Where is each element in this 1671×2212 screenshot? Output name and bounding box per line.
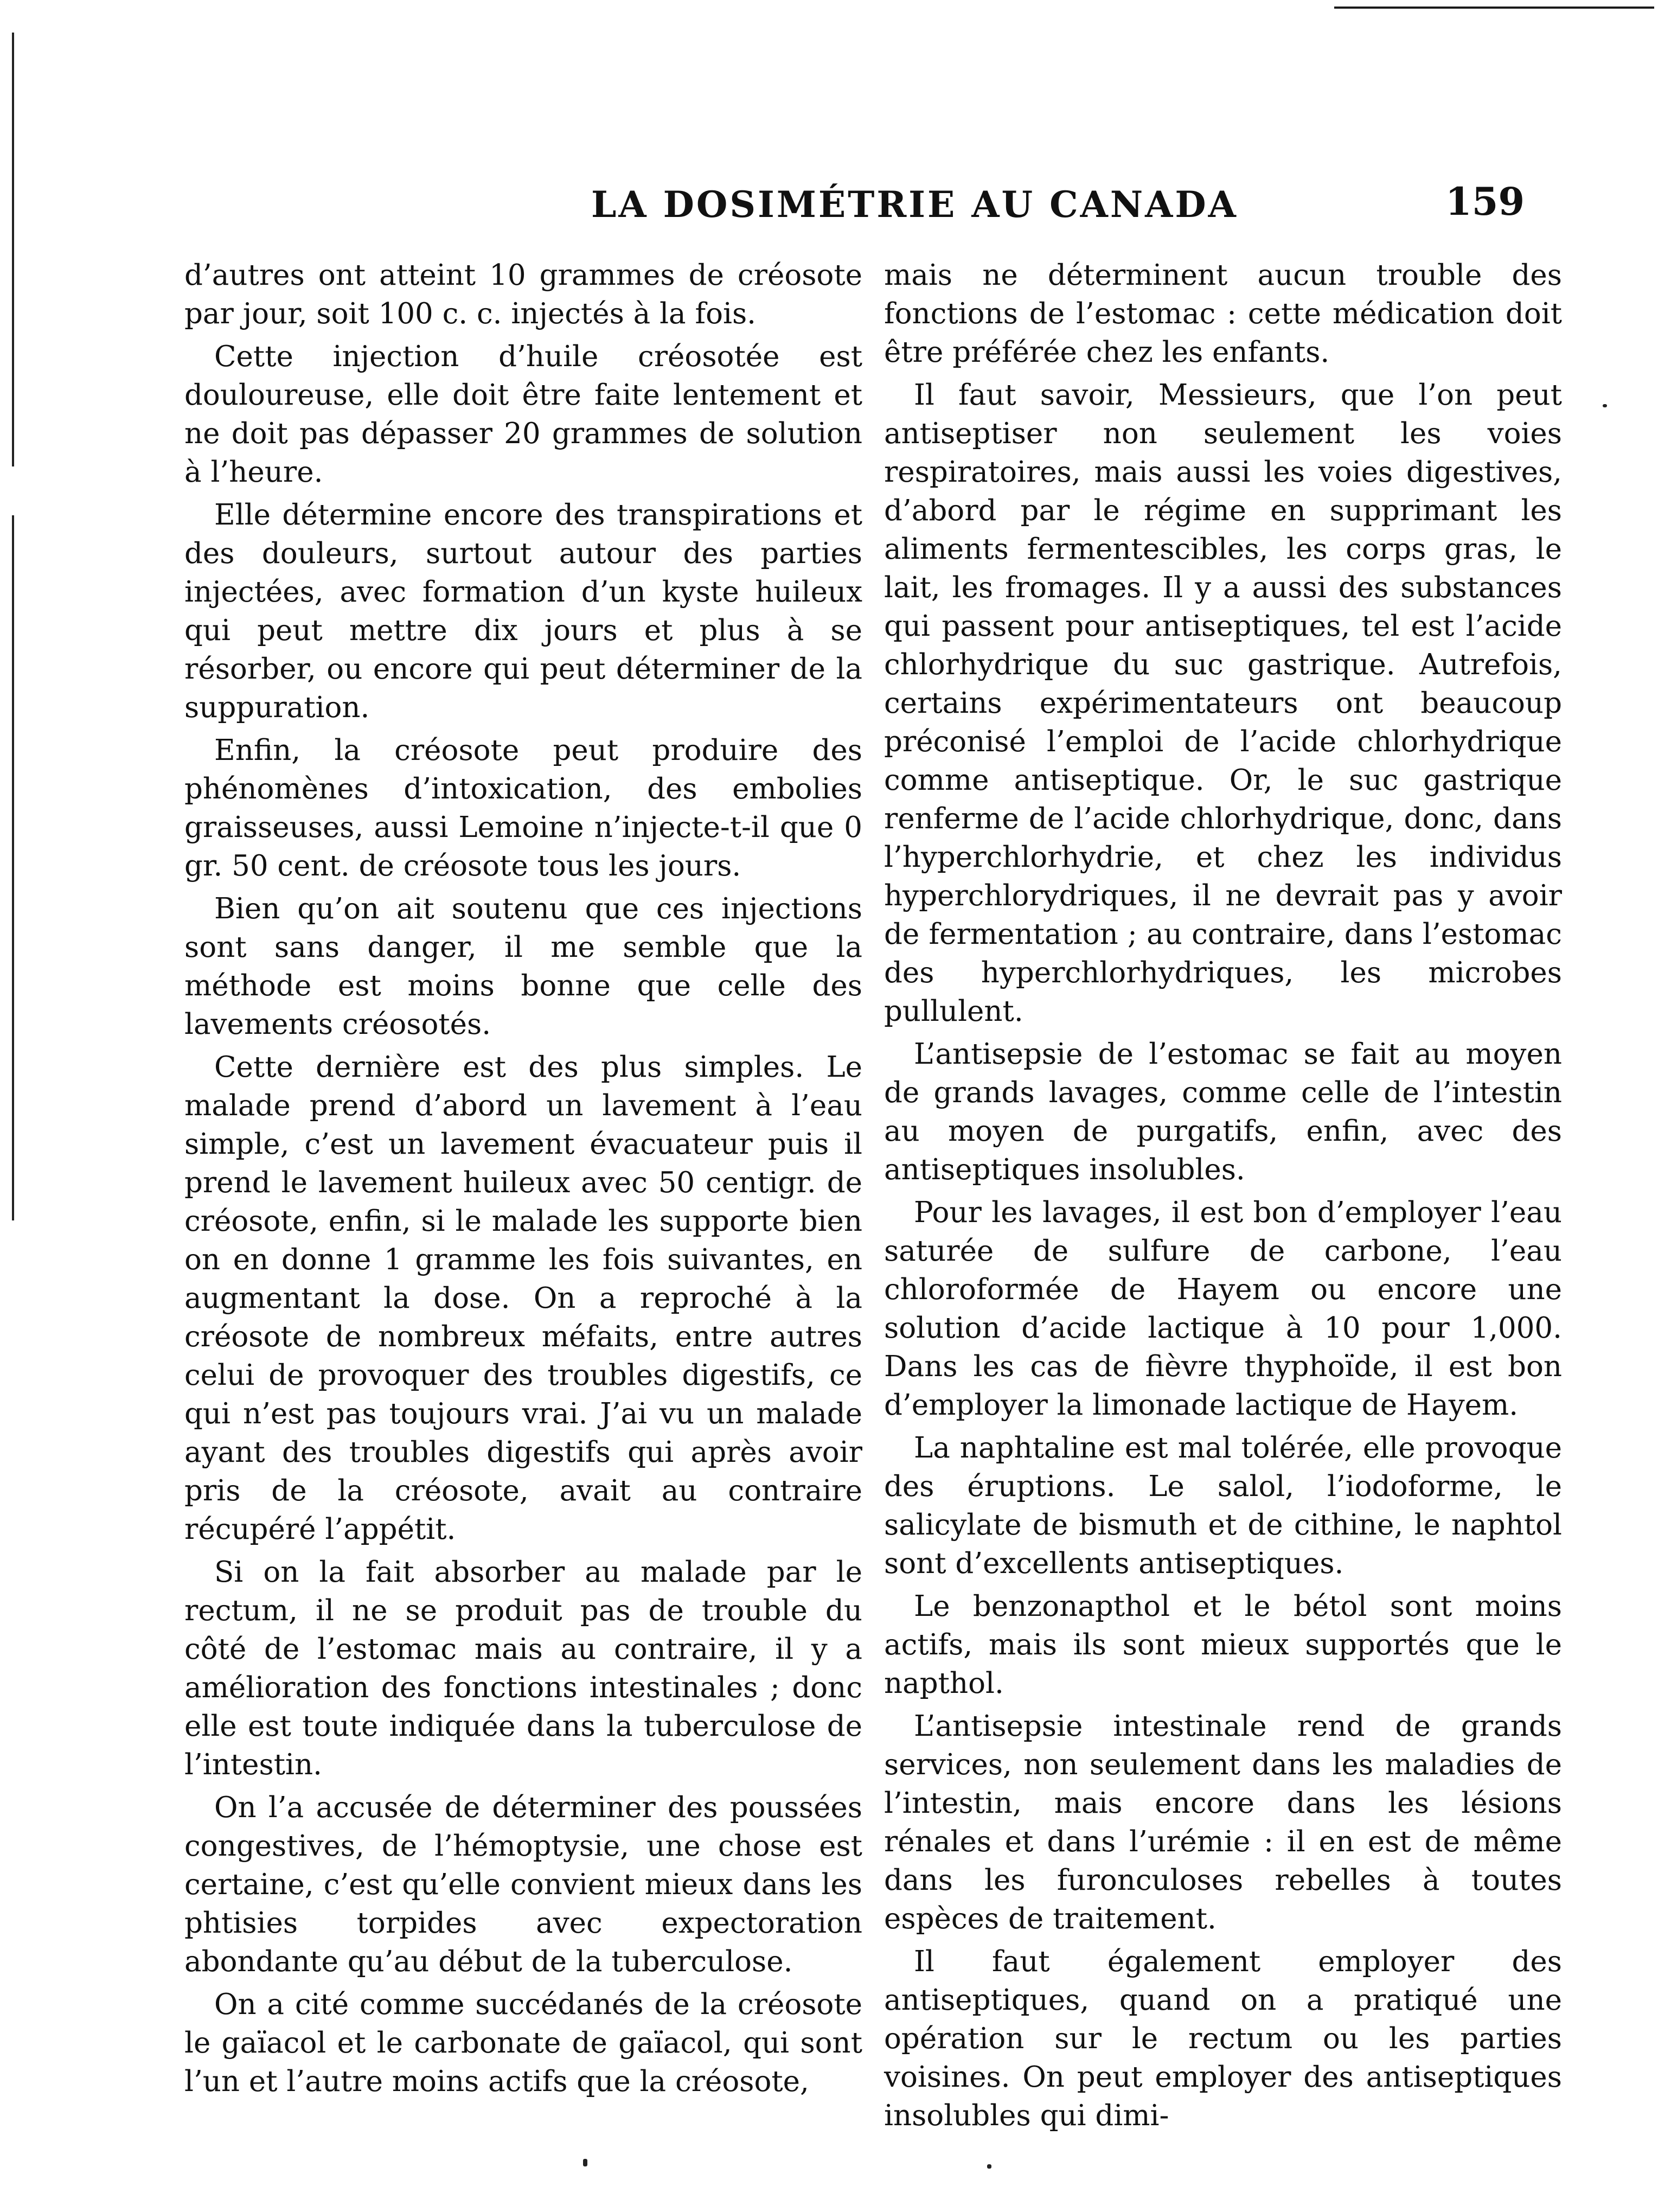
paragraph: Si on la fait absorber au malade par le rectum, il ne se produit pas de trouble du côté de l’estomac mais au contraire, il y a amélioration des fonctions intestinales ; donc elle est toute indiquée dans la tuberculose de l’intestin.: [184, 1556, 862, 1781]
paragraph: Le benzonapthol et le bétol sont moins actifs, mais ils sont mieux supportés que le napthol.: [884, 1590, 1562, 1700]
left-margin-rule: [12, 33, 14, 466]
right-column: [884, 256, 1562, 2139]
page-number: 159: [1445, 179, 1525, 224]
paragraph: mais ne déterminent aucun trouble des fonctions de l’estomac : cette médication doit être préférée chez les enfants.: [884, 259, 1562, 369]
paragraph: Il faut également employer des antiseptiques, quand on a pratiqué une opération sur le rectum ou les parties voisines. On peut employer des antiseptiques insolubles qui dimi-: [884, 1945, 1562, 2132]
left-margin-rule: [12, 515, 14, 1220]
print-speck: [1603, 404, 1607, 407]
paragraph: Pour les lavages, il est bon d’employer l’eau saturée de sulfure de carbone, l’eau chloroformée de Hayem ou encore une solution d’acide lactique à 10 pour 1,000. Dans les cas de fièvre thyphoïde, il est bon d’employer la limonade lactique de Hayem.: [884, 1196, 1562, 1422]
left-column: [184, 256, 862, 2105]
paragraph: L’antisepsie intestinale rend de grands services, non seulement dans les maladies de l’intestin, mais encore dans les lésions rénales et dans l’urémie : il en est de même dans les furonculoses rebelles à toutes espèces de traitement.: [884, 1710, 1562, 1935]
paragraph: On l’a accusée de déterminer des poussées congestives, de l’hémoptysie, une chose est certaine, c’est qu’elle convient mieux dans les phtisies torpides avec expectoration abondante qu’au début de la tuberculose.: [184, 1791, 862, 1978]
print-speck: [987, 2164, 991, 2169]
paragraph: Il faut savoir, Messieurs, que l’on peut antiseptiser non seulement les voies respiratoires, mais aussi les voies digestives, d’abord par le régime en supprimant les aliments fermentescibles, les corps gras, le lait, les fromages. Il y a aussi des substances qui passent pour antiseptiques, tel est l’acide chlorhydrique du suc gastrique. Autrefois, certains expérimentateurs ont beaucoup préconisé l’emploi de l’acide chlorhydrique comme antiseptique. Or, le suc gastrique renferme de l’acide chlorhydrique, donc, dans l’hyperchlorhydrie, et chez les individus hyperchlorydriques, il ne devrait pas y avoir de fermentation ; au contraire, dans l’estomac des hyperchlorhydriques, les microbes pullulent.: [884, 379, 1562, 1028]
paragraph: Enfin, la créosote peut produire des phénomènes d’intoxication, des embolies graisseuses, aussi Lemoine n’injecte-t-il que 0 gr. 50 cent. de créosote tous les jours.: [184, 734, 862, 883]
paragraph: La naphtaline est mal tolérée, elle provoque des éruptions. Le salol, l’iodoforme, le salicylate de bismuth et de cithine, le naphtol sont d’excellents antiseptiques.: [884, 1431, 1562, 1580]
paragraph: L’antisepsie de l’estomac se fait au moyen de grands lavages, comme celle de l’intestin au moyen de purgatifs, enfin, avec des antiseptiques insolubles.: [884, 1038, 1562, 1186]
paragraph: d’autres ont atteint 10 grammes de créosote par jour, soit 100 c. c. injectés à la fois.: [184, 259, 862, 330]
running-title: LA DOSIMÉTRIE AU CANADA: [591, 183, 1238, 226]
paragraph: Elle détermine encore des transpirations et des douleurs, surtout autour des parties injectées, avec formation d’un kyste huileux qui peut mettre dix jours et plus à se résorber, ou encore qui peut déterminer de la suppuration.: [184, 498, 862, 724]
paragraph: Cette injection d’huile créosotée est douloureuse, elle doit être faite lentement et ne doit pas dépasser 20 grammes de solution à l’heure.: [184, 340, 862, 489]
paragraph: Cette dernière est des plus simples. Le malade prend d’abord un lavement à l’eau simple, c’est un lavement évacuateur puis il prend le lavement huileux avec 50 centigr. de créosote, enfin, si le malade les supporte bien on en donne 1 gramme les fois suivantes, en augmentant la dose. On a reproché à la créosote de nombreux méfaits, entre autres celui de provoquer des troubles digestifs, ce qui n’est pas toujours vrai. J’ai vu un malade ayant des troubles digestifs qui après avoir pris de la créosote, avait au contraire récupéré l’appétit.: [184, 1051, 862, 1546]
paragraph: Bien qu’on ait soutenu que ces injections sont sans danger, il me semble que la méthode est moins bonne que celle des lavements créosotés.: [184, 892, 862, 1041]
print-speck: [583, 2159, 587, 2166]
page-header: [0, 179, 1671, 233]
paragraph: On a cité comme succédanés de la créosote le gaïacol et le carbonate de gaïacol, qui sont l’un et l’autre moins actifs que la créosote,: [184, 1988, 862, 2098]
top-rule: [1334, 7, 1654, 9]
